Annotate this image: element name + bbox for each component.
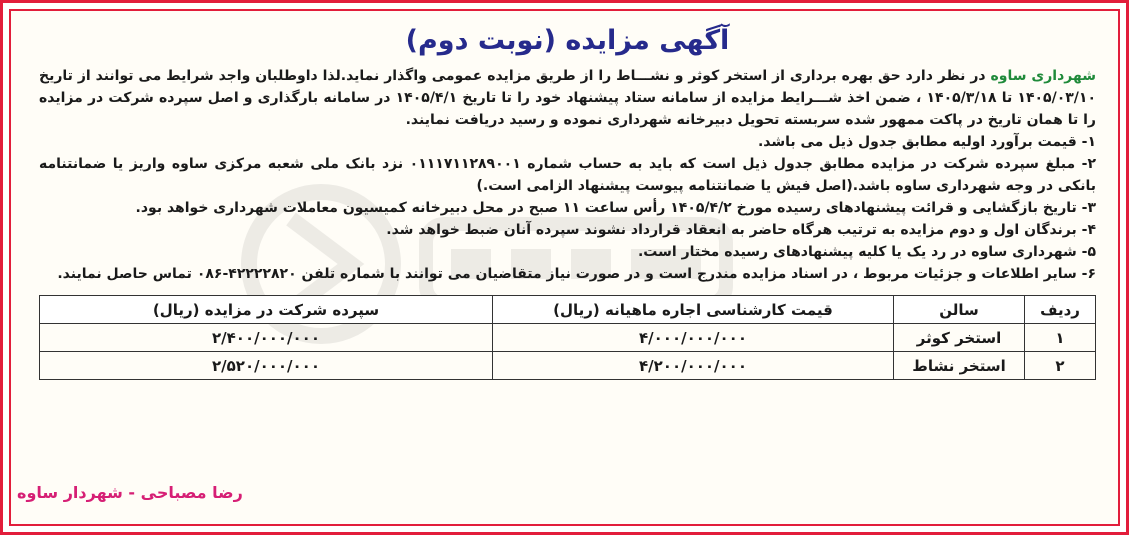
cell-deposit: ۲/۵۲۰/۰۰۰/۰۰۰ — [40, 352, 493, 380]
table-row — [40, 352, 1096, 380]
header-row-number: ردیف — [1025, 296, 1096, 324]
notice-item-6: ۶- سایر اطلاعات و جزئیات مربوط ، در اسناد مزایده مندرج است و در صورت نیاز متقاضیان می توانند با شماره تلفن ۴۲۲۲۲۸۲۰-۰۸۶ تماس حاصل نمایند. — [57, 266, 1096, 282]
header-monthly-rent: قیمت کارشناسی اجاره ماهیانه (ریال) — [493, 296, 894, 324]
cell-deposit: ۲/۴۰۰/۰۰۰/۰۰۰ — [40, 324, 493, 352]
notice-title: آگهی مزایده (نوبت دوم) — [405, 25, 730, 56]
lead-municipality: شهرداری ساوه — [990, 68, 1096, 84]
cell-monthly-rent: ۴/۰۰۰/۰۰۰/۰۰۰ — [493, 324, 894, 352]
intro-text: در نظر دارد حق بهره برداری از استخر کوثر و نشـــاط را از طریق مزایده عمومی واگذار نماید.لذا داوطلبان واجد شرایط می توانند از تاریخ ۱۴۰۵/۰۳/۱۰ تا ۱۴۰۵/۳/۱۸ ، ضمن اخذ شـــرایط مزایده از سامانه ستاد پیشنهاد خود را تا تاریخ ۱۴۰۵/۴/۱ در سامانه بارگذاری و اصل سپرده شرکت در مزایده را تا همان تاریخ در پاکت ممهور شده سربسته تحویل دبیرخانه شهرداری نموده و رسید دریافت نمایند. — [39, 68, 1097, 128]
notice-item-5: ۵- شهرداری ساوه در رد یک یا کلیه پیشنهادهای رسیده مختار است. — [637, 244, 1096, 260]
cell-hall: استخر نشاط — [894, 352, 1025, 380]
table-header-row — [40, 296, 1096, 324]
notice-inner-frame — [9, 9, 1120, 526]
cell-hall: استخر کوثر — [894, 324, 1025, 352]
intro-paragraph — [39, 65, 1096, 131]
notice-content — [39, 23, 1096, 516]
cell-row-number: ۱ — [1025, 324, 1096, 352]
header-hall: سالن — [894, 296, 1025, 324]
pricing-table — [39, 295, 1096, 380]
cell-monthly-rent: ۴/۲۰۰/۰۰۰/۰۰۰ — [493, 352, 894, 380]
signature-text: رضا مصباحی - شهردار ساوه — [17, 483, 243, 502]
notice-item-3: ۳- تاریخ بازگشایی و قرائت پیشنهادهای رسیده مورخ ۱۴۰۵/۴/۲ رأس ساعت ۱۱ صبح در محل دبیرخانه کمیسیون معاملات شهرداری خواهد بود. — [135, 200, 1096, 216]
notice-body — [39, 65, 1096, 285]
header-deposit: سپرده شرکت در مزایده (ریال) — [40, 296, 493, 324]
notice-item-1: ۱- قیمت برآورد اولیه مطابق جدول ذیل می باشد. — [757, 134, 1096, 150]
notice-item-2: ۲- مبلغ سپرده شرکت در مزایده مطابق جدول ذیل است که باید به حساب شماره ۰۱۱۱۷۱۱۲۸۹۰۰۱ نزد بانک ملی شعبه مرکزی ساوه واریز یا ضمانتنامه بانکی در وجه شهرداری ساوه باشد.(اصل فیش یا ضمانتنامه پیوست پیشنهاد الزامی است.) — [39, 156, 1096, 194]
table-row — [40, 324, 1096, 352]
signature-line — [17, 483, 1096, 502]
notice-item-4: ۴- برندگان اول و دوم مزایده به ترتیب هرگاه حاضر به انعقاد قرارداد نشوند سپرده آنان ضبط خواهد شد. — [386, 222, 1096, 238]
cell-row-number: ۲ — [1025, 352, 1096, 380]
